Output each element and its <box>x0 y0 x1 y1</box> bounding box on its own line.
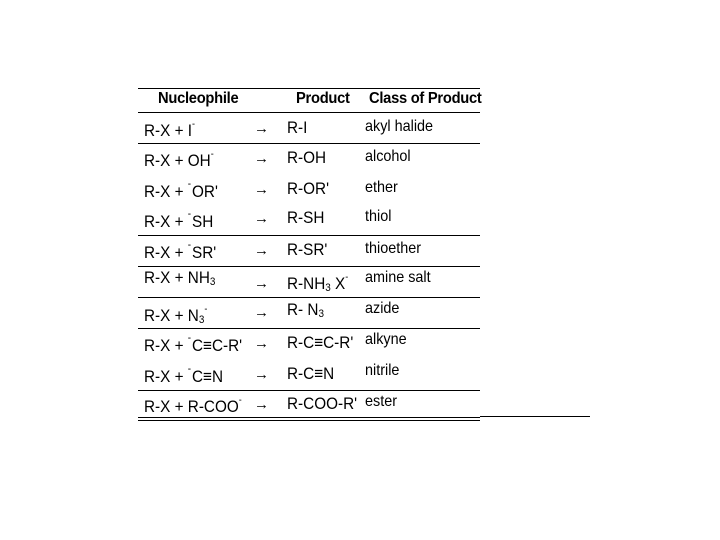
table-row <box>0 394 720 424</box>
table-row <box>0 267 720 297</box>
class-cell: alcohol <box>365 148 411 165</box>
reaction-arrow-icon: → <box>254 366 269 383</box>
product-cell: R-OH <box>287 148 327 167</box>
table-row <box>0 148 720 178</box>
class-cell: ester <box>365 393 398 410</box>
class-cell: akyl halide <box>365 118 434 135</box>
reactant-cell: R-X + R-COO- <box>144 395 242 416</box>
header-class-of-product: Class of Product <box>369 90 482 107</box>
reactant-cell: R-X + -OR' <box>144 178 218 201</box>
table-top-rule <box>138 88 480 89</box>
product-cell: R-OR' <box>287 179 330 198</box>
reaction-arrow-icon: → <box>254 181 269 198</box>
reactant-cell: R-X + OH- <box>144 149 214 170</box>
table-row <box>0 333 720 363</box>
class-cell: azide <box>365 300 400 317</box>
reaction-arrow-icon: → <box>254 150 269 167</box>
row-rule <box>138 297 480 298</box>
header-product: Product <box>296 90 350 107</box>
table-row <box>0 208 720 238</box>
reactant-cell: R-X + -SR' <box>144 239 217 262</box>
reaction-arrow-icon: → <box>254 120 269 137</box>
reaction-arrow-icon: → <box>254 275 269 292</box>
reactant-cell: $R-X + N_3^-$ <box>144 304 208 326</box>
product-cell: $R-NH_3$ X- <box>287 272 349 294</box>
product-cell: R-SR' <box>287 240 328 259</box>
table-row <box>0 179 720 209</box>
class-cell: thioether <box>365 240 422 257</box>
header-nucleophile: Nucleophile <box>158 90 239 107</box>
product-cell: R-COO-R' <box>287 394 358 413</box>
reaction-arrow-icon: → <box>254 242 269 259</box>
table-row <box>0 118 720 148</box>
reactant-cell: R-X + -C≡C-R' <box>144 332 243 355</box>
reactant-cell: R-X + -C≡N <box>144 363 224 386</box>
reaction-arrow-icon: → <box>254 396 269 413</box>
reaction-arrow-icon: → <box>254 304 269 321</box>
class-cell: amine salt <box>365 269 431 286</box>
reaction-arrow-icon: → <box>254 335 269 352</box>
header-rule <box>138 112 480 113</box>
product-cell: R-I <box>287 118 308 137</box>
class-cell: ether <box>365 179 398 196</box>
class-cell: alkyne <box>365 331 407 348</box>
product-cell: R-C≡C-R' <box>287 333 354 352</box>
product-cell: R-C≡N <box>287 364 335 383</box>
table-row <box>0 300 720 330</box>
reaction-arrow-icon: → <box>254 210 269 227</box>
reactant-cell: $R-X + NH_3$ <box>144 268 216 288</box>
product-cell: R-SH <box>287 208 325 227</box>
class-cell: nitrile <box>365 362 400 379</box>
product-cell: R- $N_3$ <box>287 300 324 320</box>
reactant-cell: R-X + I- <box>144 119 196 140</box>
table-row <box>0 240 720 270</box>
reactant-cell: R-X + -SH <box>144 208 214 231</box>
table-row <box>0 364 720 394</box>
class-cell: thiol <box>365 208 392 225</box>
